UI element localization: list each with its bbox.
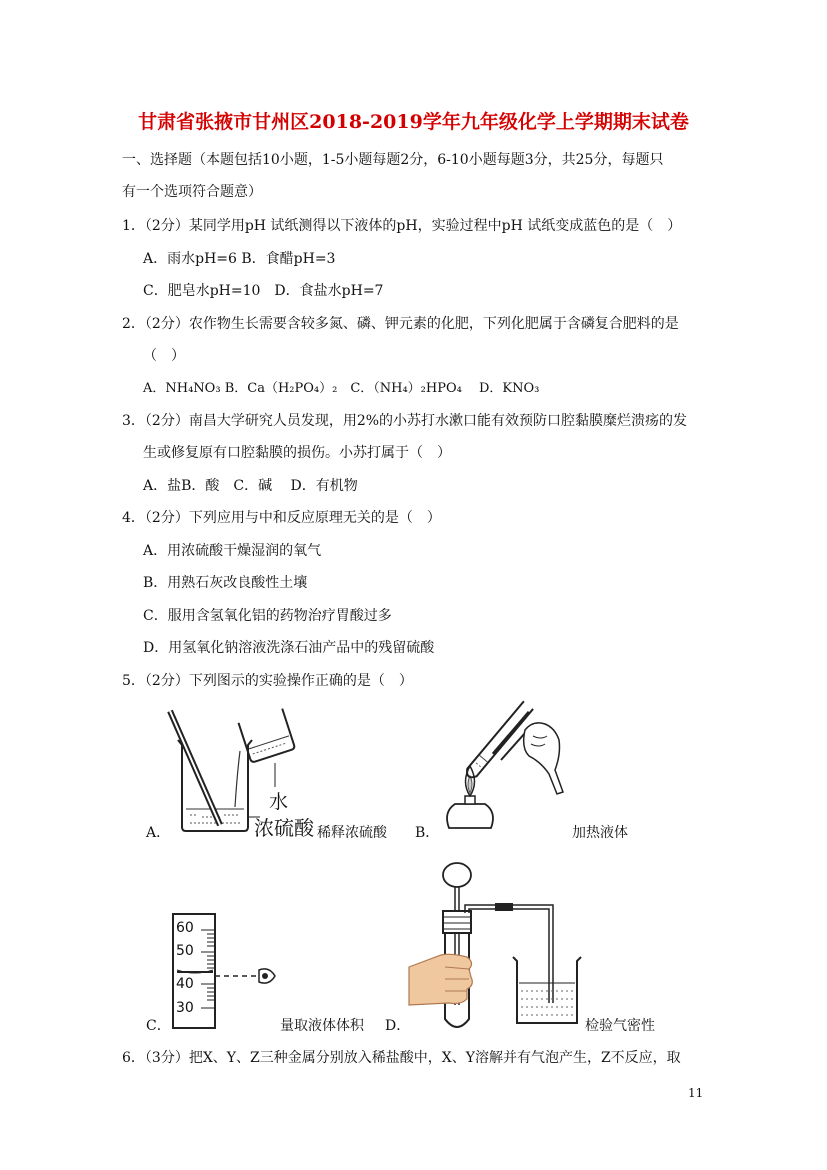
q5-b-caption: 加热液体 (572, 825, 628, 841)
q5-a-caption: 稀释浓硫酸 (317, 825, 387, 841)
page-number: 11 (688, 1086, 704, 1100)
q5-c-caption: 量取液体体积 (280, 1018, 364, 1034)
label-water: 水 (269, 791, 289, 813)
q3-options: A．盐B．酸 C．碱 D．有机物 (143, 478, 358, 494)
section-heading: 一、选择题（本题包括10小题，1-5小题每题2分，6-10小题每题3分，共25分，每题只 (122, 152, 664, 168)
q2-options: A．NH₄NO₃ B．Ca（H₂PO₄）₂ C．（NH₄）₂HPO₄ D．KNO₃ (143, 381, 540, 396)
q4-option-c: C．服用含氢氧化铝的药物治疗胃酸过多 (143, 608, 392, 624)
q5-c-letter: C． (146, 1018, 171, 1034)
document-title: 甘肃省张掖市甘州区2018-2019学年九年级化学上学期期末试卷 (138, 111, 689, 133)
q5-a-letter: A． (146, 825, 171, 841)
q4-option-b: B．用熟石灰改良酸性土壤 (143, 575, 308, 591)
q3-stem: 3．（2分）南昌大学研究人员发现，用2%的小苏打水漱口能有效预防口腔黏膜糜烂溃疡的发 (122, 413, 688, 429)
q1-options-row1: A．雨水pH=6 B．食醋pH=3 (143, 251, 336, 267)
q6-stem: 6．（3分）把X、Y、Z三种金属分别放入稀盐酸中，X、Y溶解并有气泡产生，Z不反应，取 (122, 1050, 681, 1066)
label-conc-acid: 浓硫酸 (254, 816, 314, 840)
tick-40: 40 (176, 976, 194, 992)
tick-60: 60 (176, 920, 194, 936)
q2-stem: 2．（2分）农作物生长需要含较多氮、磷、钾元素的化肥，下列化肥属于含磷复合肥料的是 (122, 316, 679, 332)
q5-stem: 5．（2分）下列图示的实验操作正确的是（ ） (122, 673, 413, 689)
q5-b-letter: B． (415, 825, 440, 841)
q1-options-row2: C．肥皂水pH=10 D．食盐水pH=7 (143, 283, 384, 299)
tick-50: 50 (176, 943, 194, 959)
q5-d-caption: 检验气密性 (585, 1018, 655, 1034)
heating-figure (425, 700, 575, 835)
q3-stem-cont: 生或修复原有口腔黏膜的损伤。小苏打属于（ ） (143, 445, 451, 461)
section-heading-cont: 有一个选项符合题意） (122, 184, 262, 200)
q4-option-a: A．用浓硫酸干燥湿润的氧气 (143, 543, 322, 559)
q4-option-d: D．用氢氧化钠溶液洗涤石油产品中的残留硫酸 (143, 640, 435, 656)
q5-d-letter: D． (385, 1018, 411, 1034)
q1-stem: 1．（2分）某同学用pH 试纸测得以下液体的pH，实验过程中pH 试纸变成蓝色的是（ ） (122, 218, 682, 234)
q4-stem: 4．（2分）下列应用与中和反应原理无关的是（ ） (122, 510, 441, 526)
airtightness-figure (405, 855, 585, 1035)
q2-stem-cont: （ ） (143, 348, 185, 364)
tick-30: 30 (176, 1000, 194, 1016)
